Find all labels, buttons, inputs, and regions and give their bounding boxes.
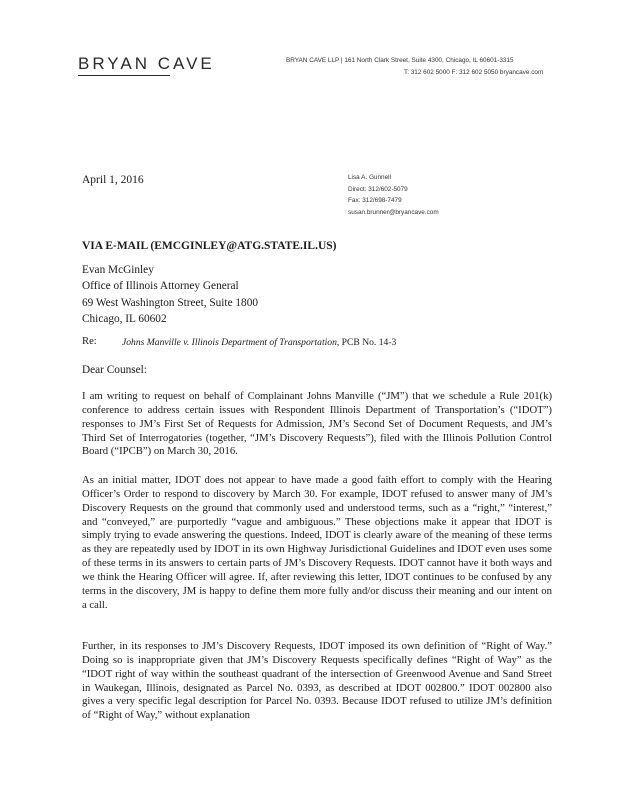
letterhead-address: BRYAN CAVE LLP | 161 North Clark Street, Suite 4300, Chicago, IL 60601-3315 [286,57,514,64]
body-paragraph-1: I am writing to request on behalf of Complainant Johns Manville (“JM”) that we schedule a Rule 201(k) conference to address certain issues with Respondent Illinois Department of Transportation’s (“IDOT”) responses to JM’s First Set of Requests for Admission, JM’s Second Set of Document Requests, and JM’s Third Set of Interrogatories (together, “JM’s Discovery Requests”), filed with the Illinois Pollution Control Board (“IPCB”) on March 30, 2016. [82,390,552,458]
re-label: Re: [82,336,97,347]
letter-date: April 1, 2016 [82,174,144,186]
recipient-street: 69 West Washington Street, Suite 1800 [82,296,258,309]
bryan-cave-logo [78,54,215,76]
sender-fax: Fax: 312/698-7479 [348,197,402,205]
sender-name: Lisa A. Gunnell [348,174,391,181]
sender-direct: Direct: 312/602-5079 [348,185,408,193]
logo-text: BRYAN CAVE [78,54,215,73]
recipient-city: Chicago, IL 60602 [82,313,167,326]
recipient-name: Evan McGinley [82,264,154,276]
body-paragraph-3: Further, in its responses to JM’s Discovery Requests, IDOT imposed its own definition of “Right of Way.” Doing so is inappropriate given that JM’s Discovery Requests specifically defines “Right of Way” as the “IDOT right of way within the southeast quadrant of the intersection of Greenwood Avenue and Sand Street in Waukegan, Illinois, designated as Parcel No. 0393, as described at IDOT 002800.” IDOT 002800 also gives a very specific legal description for Parcel No. 0393. Because IDOT refused to utilize JM’s definition of “Right of Way,” without explanation [82,640,552,722]
re-number: , PCB No. 14-3 [336,337,397,348]
re-line [122,337,396,348]
body-paragraph-2: As an initial matter, IDOT does not appear to have made a good faith effort to comply with the Hearing Officer’s Order to respond to discovery by March 30. For example, IDOT refused to answer many of JM’s Discovery Requests on the ground that commonly used and understood terms, such as a “right,” “interest,” and “conveyed,” are purportedly “vague and ambiguous.” These objections make it appear that IDOT is simply trying to evade answering the questions. Indeed, IDOT is clearly aware of the meaning of these terms as they are repeatedly used by IDOT in its own Highway Jurisdictional Guidelines and IDOT even uses some of these terms in its answers to certain parts of JM’s Discovery Requests. IDOT cannot have it both ways and we think the Hearing Officer will agree. If, after reviewing this letter, IDOT continues to be confused by any terms in the discovery, JM is happy to define them more fully and/or discuss their meaning and our intent on a call. [82,474,552,611]
recipient-address [82,262,258,328]
re-case: Johns Manville v. Illinois Department of Transportation [122,337,337,348]
salutation: Dear Counsel: [82,364,147,376]
sender-block [348,172,439,218]
letterhead-contact: T: 312 602 5000 F: 312 602 5050 bryancave.com [404,69,544,76]
recipient-office: Office of Illinois Attorney General [82,280,239,293]
delivery-method: VIA E-MAIL (EMCGINLEY@ATG.STATE.IL.US) [82,240,337,252]
sender-email: susan.brunner@bryancave.com [348,208,439,216]
logo-underline [78,75,170,76]
